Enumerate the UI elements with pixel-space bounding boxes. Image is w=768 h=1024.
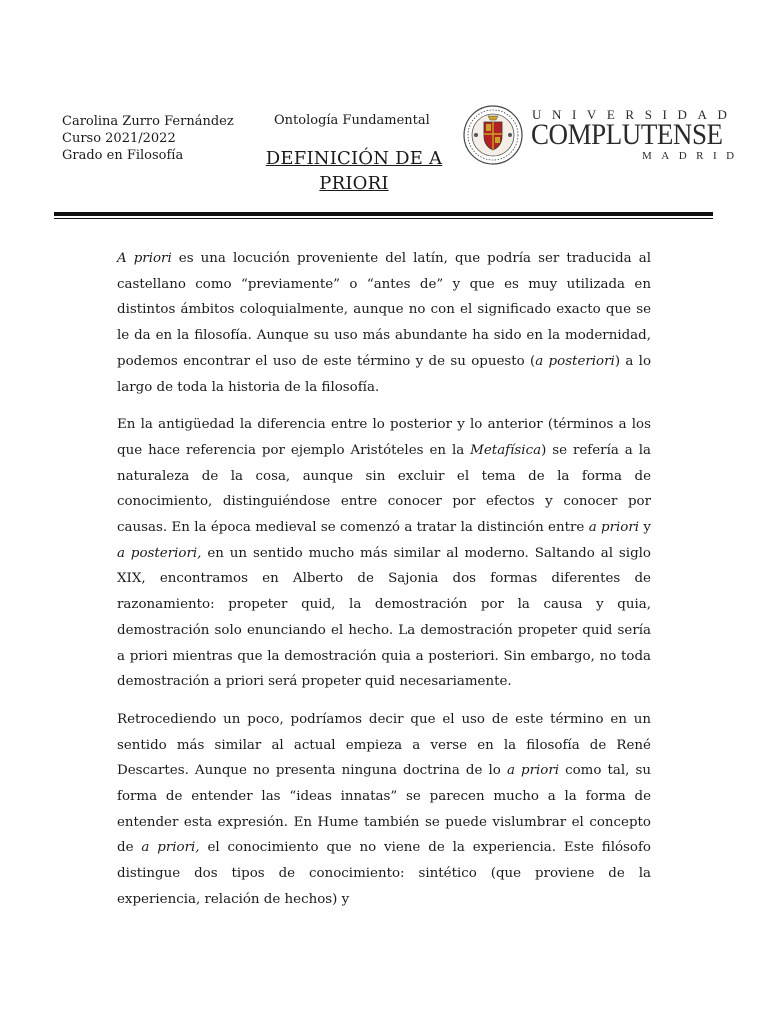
course-year: Curso 2021/2022 (62, 131, 176, 146)
logo-top-text: UNIVERSIDAD (532, 107, 738, 122)
paragraph-3-text-2: como tal, su forma de entender las “ideas innatas” se parecen mucho a la forma de entender esta expresión. En Hume también se puede vislumbrar el concepto de (117, 763, 651, 856)
paragraph-2-text-4: en un sentido mucho más similar al moderno. Saltando al siglo XIX, encontramos en Alberto de Sajonia dos formas diferentes de razonamiento: propeter quid, la demostración por la causa y quia, demostración solo enunciando el hecho. La demostración propeter quid sería a priori mientras que la demostración quia a posteriori. Sin embargo, no toda demostración a priori será propeter quid necesariamente. (117, 545, 651, 690)
logo-bottom-text: MADRID (642, 150, 744, 162)
paragraph-2-text-2: ) se refería a la naturaleza de la cosa, aunque sin excluir el tema de la forma de conocimiento, distinguiéndose entre conocer por efectos y conocer por causas. En la época medieval se comenzó a tratar la distinción entre (117, 442, 651, 536)
page-title (258, 146, 450, 196)
paragraph-2 (117, 412, 651, 695)
paragraph-1-text-1: es una locución proveniente del latín, que podría ser traducida al castellano como “previamente” o “antes de” y que es muy utilizada en distintos ámbitos coloquialmente, aunque no con el significado exacto que se le da en la filosofía. Aunque su uso más abundante ha sido en la modernidad, podemos encontrar el uso de este término y de su opuesto ( (117, 251, 651, 369)
paragraph-3-text-3: el conocimiento que no viene de la experiencia. Este filósofo distingue dos tipos de conocimiento: sintético (que proviene de la experiencia, relación de hechos) y (117, 840, 651, 907)
title-line-2: PRIORI (319, 173, 389, 194)
paragraph-2-em-2: a priori (588, 520, 640, 536)
paragraph-2-text-1: En la antigüedad la diferencia entre lo posterior y lo anterior (términos a los que hace referencia por ejemplo Aristóteles en la (117, 417, 651, 458)
university-logo (462, 104, 744, 168)
body-text (117, 246, 651, 913)
paragraph-3 (117, 707, 651, 913)
paragraph-1-text-2: ) a lo largo de toda la historia de la filosofía. (117, 353, 652, 395)
course-name: Ontología Fundamental (274, 113, 430, 128)
author-block (62, 113, 234, 164)
paragraph-1 (117, 246, 651, 400)
university-seal-icon (462, 104, 524, 166)
paragraph-2-em-1: Metafísica (470, 442, 542, 458)
paragraph-1-em-2: a posteriori (535, 353, 615, 369)
paragraph-3-text-1: Retrocediendo un poco, podríamos decir que el uso de este término en un sentido más similar al actual empieza a verse en la filosofía de René Descartes. Aunque no presenta ninguna doctrina de lo (117, 711, 651, 779)
header-divider-thick (54, 212, 713, 216)
paragraph-3-em-1: a priori (506, 763, 560, 779)
author-name: Carolina Zurro Fernández (62, 114, 234, 129)
title-line-1: DEFINICIÓN DE A (265, 148, 443, 169)
paragraph-3-em-2: a priori, (141, 840, 200, 856)
degree-name: Grado en Filosofía (62, 148, 184, 163)
header-divider-thin (54, 218, 713, 219)
paragraph-2-text-3: y (639, 520, 651, 536)
logo-main-text: COMPLUTENSE (531, 118, 723, 151)
paragraph-2-em-3: a posteriori, (117, 545, 202, 561)
paragraph-1-em-1: A priori (117, 251, 172, 266)
